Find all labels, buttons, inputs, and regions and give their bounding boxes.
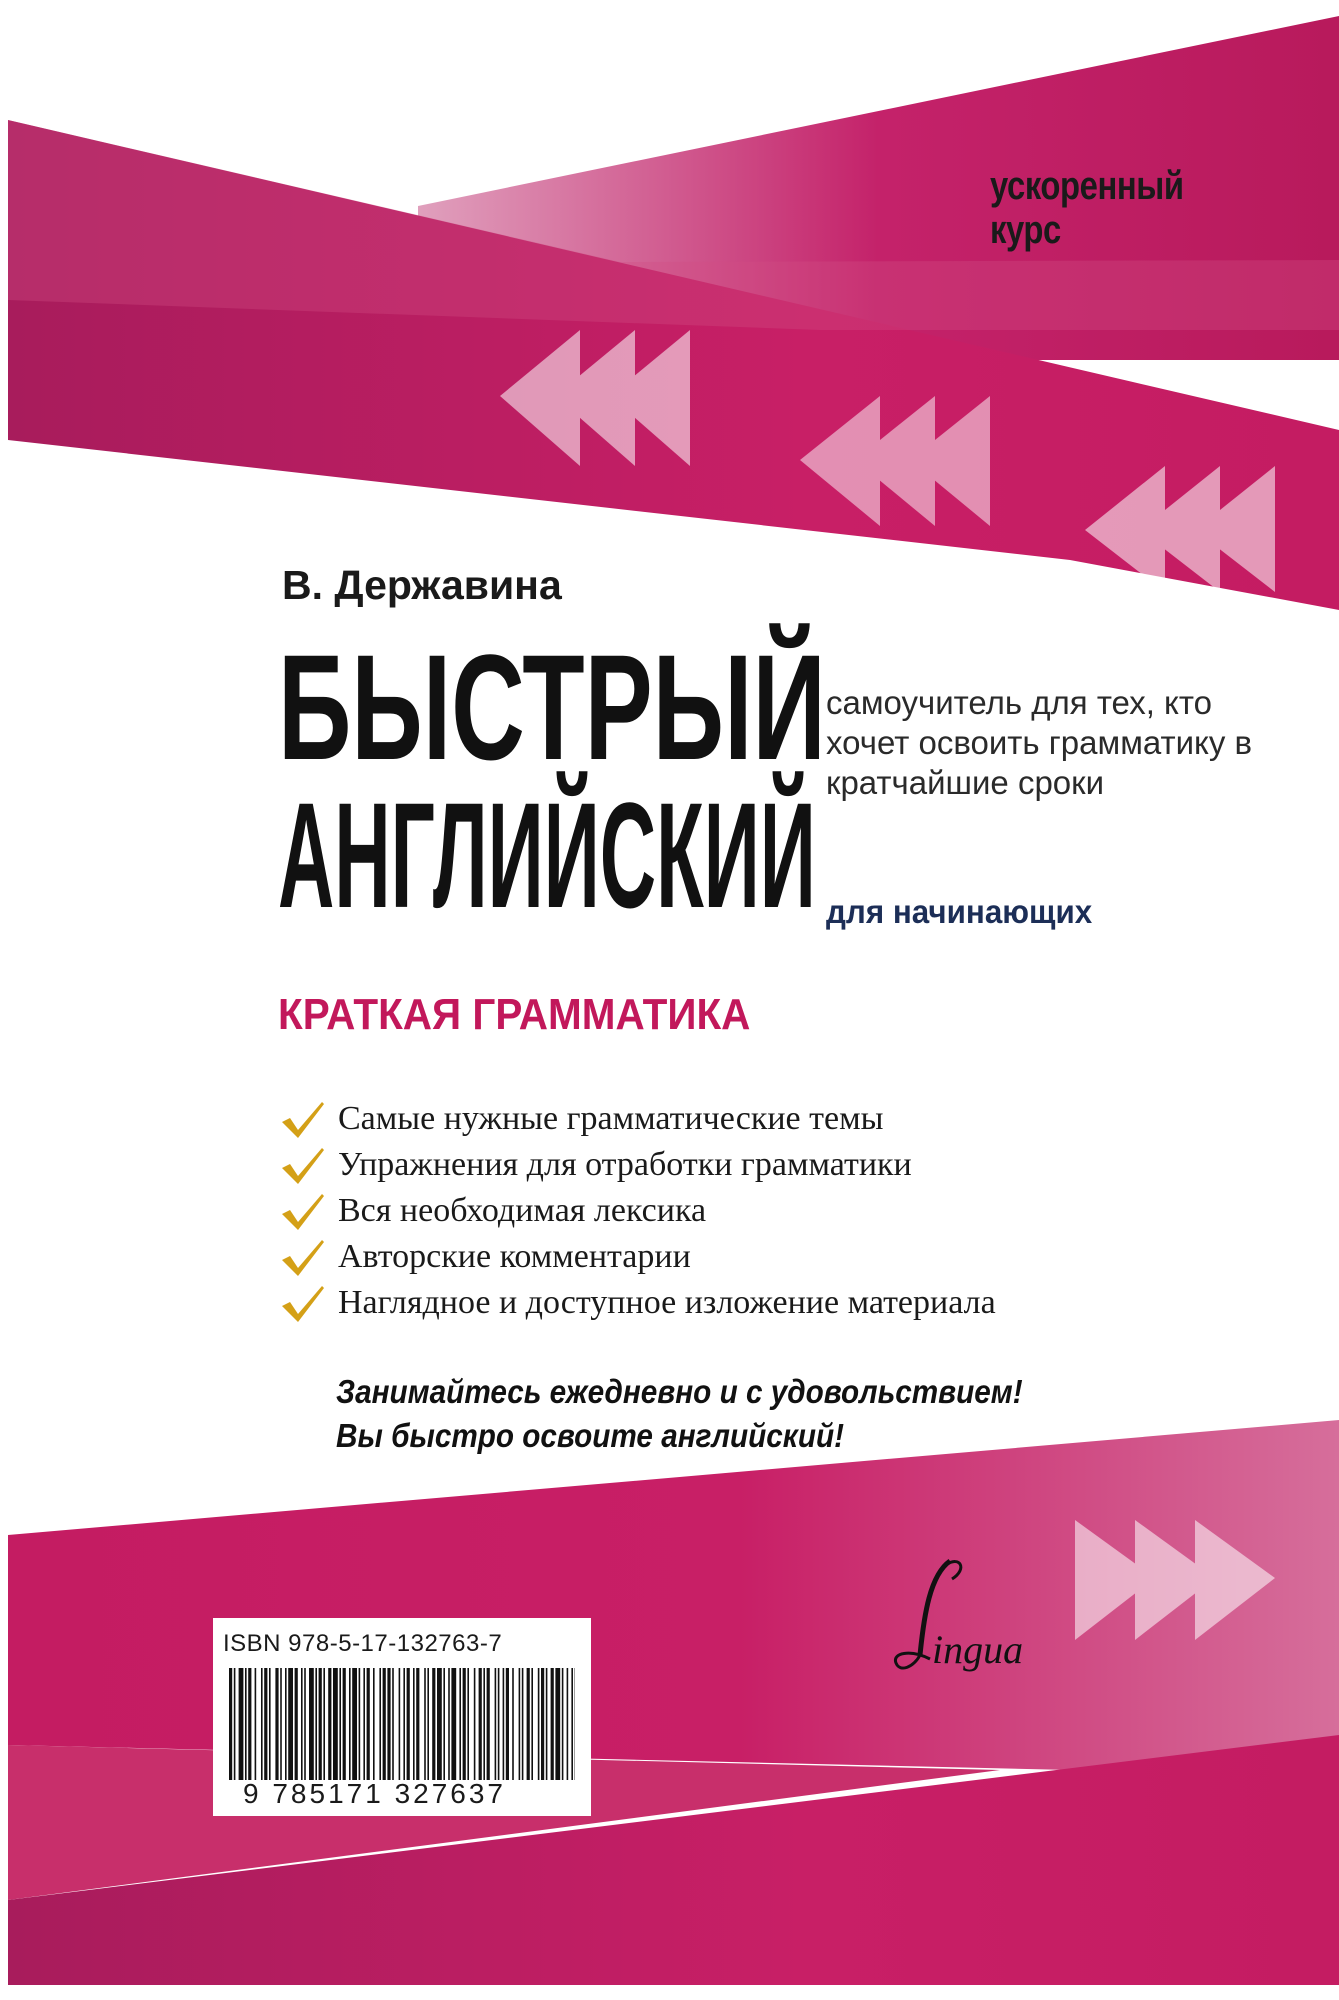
barcode <box>229 1668 575 1780</box>
barcode-bar <box>264 1668 267 1780</box>
barcode-bar <box>538 1668 540 1780</box>
logo-wordmark: ingua <box>932 1627 1024 1672</box>
barcode-bar <box>255 1668 257 1780</box>
barcode-bar <box>522 1668 524 1780</box>
barcode-bar <box>245 1668 247 1780</box>
accelerated-course-badge <box>990 164 1184 252</box>
barcode-bar <box>399 1668 401 1780</box>
barcode-bar <box>541 1668 544 1780</box>
barcode-bar <box>392 1668 394 1780</box>
barcode-bar <box>309 1668 314 1780</box>
barcode-bar <box>315 1668 317 1780</box>
isbn-text: ISBN 978-5-17-132763-7 <box>223 1630 503 1657</box>
barcode-bar <box>269 1668 271 1780</box>
barcode-bar <box>301 1668 303 1780</box>
barcode-bar <box>285 1668 287 1780</box>
barcode-bar <box>467 1668 469 1780</box>
motto <box>336 1370 1023 1458</box>
feature-text: Вся необходимая лексика <box>338 1192 707 1229</box>
barcode-bar <box>407 1668 410 1780</box>
barcode-bar <box>359 1668 361 1780</box>
badge-line-2: курс <box>990 208 1061 252</box>
barcode-bar <box>551 1668 554 1780</box>
motto-line-2: Вы быстро освоите английский! <box>336 1417 845 1454</box>
barcode-bar <box>479 1668 482 1780</box>
section-heading: КРАТКАЯ ГРАММАТИКА <box>278 990 751 1039</box>
checkmark-icon <box>278 1280 326 1326</box>
barcode-bar <box>280 1668 282 1780</box>
barcode-bar <box>432 1668 435 1780</box>
barcode-bar <box>443 1668 445 1780</box>
feature-item <box>278 1280 996 1326</box>
barcode-bar <box>498 1668 500 1780</box>
barcode-bar <box>451 1668 456 1780</box>
barcode-bar <box>363 1668 365 1780</box>
barcode-bar <box>474 1668 476 1780</box>
barcode-bar <box>567 1668 569 1780</box>
badge-line-1: ускоренный <box>990 164 1184 208</box>
barcode-bar <box>379 1668 381 1780</box>
barcode-bar <box>339 1668 341 1780</box>
feature-item <box>278 1142 996 1188</box>
barcode-bar <box>288 1668 293 1780</box>
checkmark-icon <box>278 1142 326 1188</box>
barcode-bar <box>424 1668 426 1780</box>
barcode-bar <box>373 1668 375 1780</box>
barcode-bar <box>506 1668 509 1780</box>
checkmark-icon <box>278 1234 326 1280</box>
feature-text: Наглядное и доступное изложение материала <box>338 1284 996 1321</box>
feature-item <box>278 1188 996 1234</box>
barcode-bar <box>261 1668 263 1780</box>
barcode-bar <box>437 1668 442 1780</box>
barcode-bar <box>519 1668 521 1780</box>
subtitle: самоучитель для тех, кто хочет освоить грамматику в кратчайшие сроки <box>826 684 1253 801</box>
barcode-bar <box>333 1668 338 1780</box>
feature-text: Самые нужные грамматические темы <box>338 1100 884 1137</box>
barcode-bar <box>487 1668 490 1780</box>
barcode-bar <box>459 1668 461 1780</box>
barcode-bar <box>328 1668 331 1780</box>
barcode-bar <box>463 1668 466 1780</box>
checkmark-icon <box>278 1188 326 1234</box>
barcode-bar <box>304 1668 306 1780</box>
barcode-bar <box>427 1668 429 1780</box>
feature-list <box>278 1096 996 1326</box>
barcode-bar <box>562 1668 564 1780</box>
barcode-bar <box>295 1668 298 1780</box>
publisher-logo <box>890 1555 1070 1685</box>
barcode-digits: 9 785171 327637 <box>243 1778 506 1809</box>
barcode-bar <box>555 1668 560 1780</box>
barcode-bar <box>448 1668 450 1780</box>
feature-item <box>278 1096 996 1142</box>
isbn-block <box>213 1618 591 1816</box>
barcode-bar <box>319 1668 322 1780</box>
barcode-bar <box>323 1668 325 1780</box>
barcode-bar <box>248 1668 251 1780</box>
barcode-bar <box>413 1668 415 1780</box>
barcode-bar <box>495 1668 497 1780</box>
barcode-bar <box>546 1668 548 1780</box>
barcode-bar <box>483 1668 485 1780</box>
audience-label: для начинающих <box>826 893 1093 930</box>
barcode-bar <box>527 1668 530 1780</box>
feature-text: Авторские комментарии <box>338 1238 691 1275</box>
feature-text: Упражнения для отработки грамматики <box>338 1146 912 1183</box>
barcode-bar <box>571 1668 573 1780</box>
barcode-bar <box>239 1668 244 1780</box>
title-line-2: АНГЛИЙСКИЙ <box>278 771 816 939</box>
barcode-bar <box>349 1668 351 1780</box>
barcode-bar <box>503 1668 505 1780</box>
barcode-bar <box>512 1668 514 1780</box>
barcode-bar <box>367 1668 370 1780</box>
barcode-bar <box>352 1668 357 1780</box>
barcode-bar <box>387 1668 390 1780</box>
barcode-bar <box>531 1668 533 1780</box>
barcode-bar <box>234 1668 236 1780</box>
feature-item <box>278 1234 996 1280</box>
title-line-1: БЫСТРЫЙ <box>278 623 826 791</box>
barcode-bar <box>275 1668 278 1780</box>
checkmark-icon <box>278 1096 326 1142</box>
barcode-bar <box>229 1668 232 1780</box>
barcode-bar <box>416 1668 419 1780</box>
motto-line-1: Занимайтесь ежедневно и с удовольствием! <box>336 1373 1023 1410</box>
author-name: В. Державина <box>282 562 562 608</box>
barcode-bar <box>343 1668 346 1780</box>
barcode-bar <box>383 1668 386 1780</box>
barcode-bar <box>403 1668 405 1780</box>
